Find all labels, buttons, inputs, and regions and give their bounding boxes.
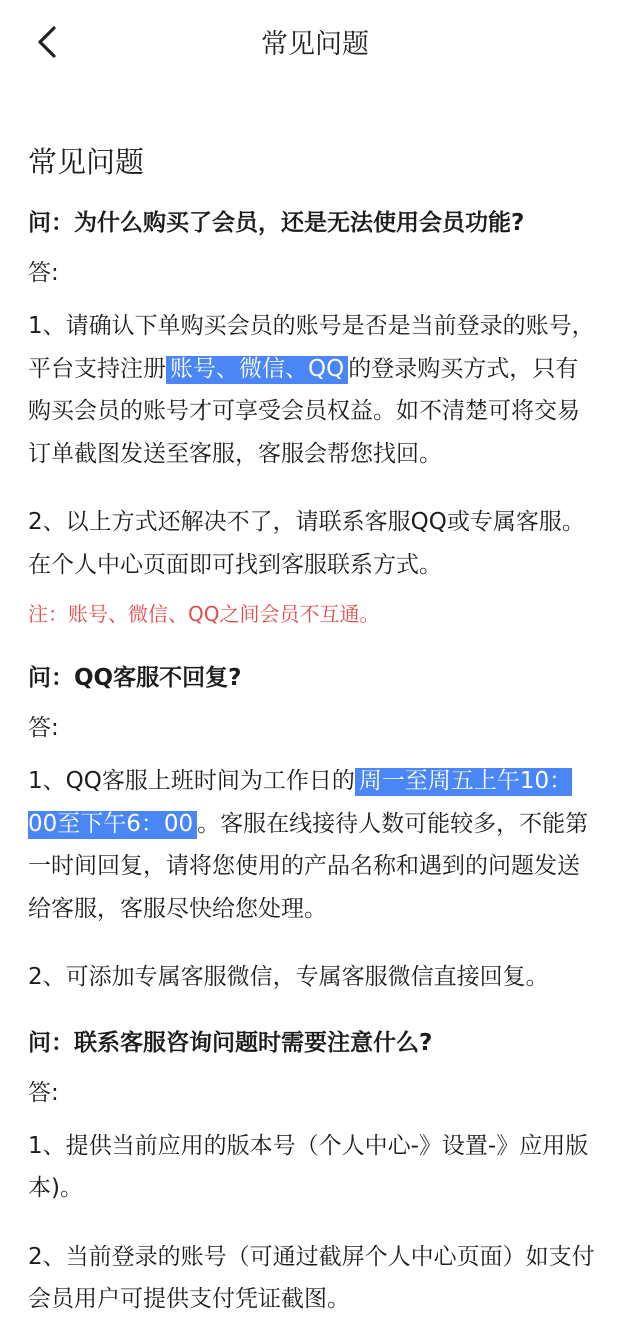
highlighted-text: 账号、微信、QQ [166,356,348,384]
answer-paragraph: 2、可添加专属客服微信，专属客服微信直接回复。 [28,964,549,990]
highlighted-text: 周一至周五上午10：00至下午6：00 [28,768,573,837]
faq-item-2 [28,660,600,1025]
faq-content [0,82,630,1321]
question: 问：QQ客服不回复? [28,665,242,691]
answer-paragraph [28,305,600,475]
faq-item-1 [28,205,600,632]
faq-item-3 [28,1025,600,1321]
answer-paragraph: 2、以上方式还解决不了，请联系客服QQ或专属客服。在个人中心页面即可找到客服联系方式。 [28,509,585,578]
question: 问：联系客服咨询问题时需要注意什么? [28,1029,433,1056]
question: 问：为什么购买了会员，还是无法使用会员功能? [28,210,525,236]
note-text: 注：账号、微信、QQ之间会员不互通。 [28,602,380,626]
text: 1、请确认下单购买会员的账号是否是当前登录的账号，平台支持注册 [28,313,595,382]
top-bar [0,0,630,82]
text: 的登录购买方式，只有购买会员的账号才可享受会员权益。如不清楚可将交易订单截图发送至客服，客服会帮您找回。 [28,355,580,467]
answer-label: 答: [28,715,59,741]
section-title: 常见问题 [28,145,145,179]
answer-label: 答: [28,1079,59,1106]
page-title: 常见问题 [261,29,369,60]
answer-paragraph [28,760,600,930]
text: 1、QQ客服上班时间为工作日的 [28,768,355,794]
text: 。客服在线接待人数可能较多，不能第一时间回复，请将您使用的产品名称和遇到的问题发送给客服，客服尽快给您处理。 [28,810,589,922]
answer-paragraph: 1、提供当前应用的版本号（个人中心-》设置-》应用版本)。 [28,1132,589,1201]
answer-label: 答: [28,260,59,286]
answer-paragraph: 2、当前登录的账号（可通过截屏个人中心页面）如支付会员用户可提供支付凭证截图。 [28,1243,595,1312]
